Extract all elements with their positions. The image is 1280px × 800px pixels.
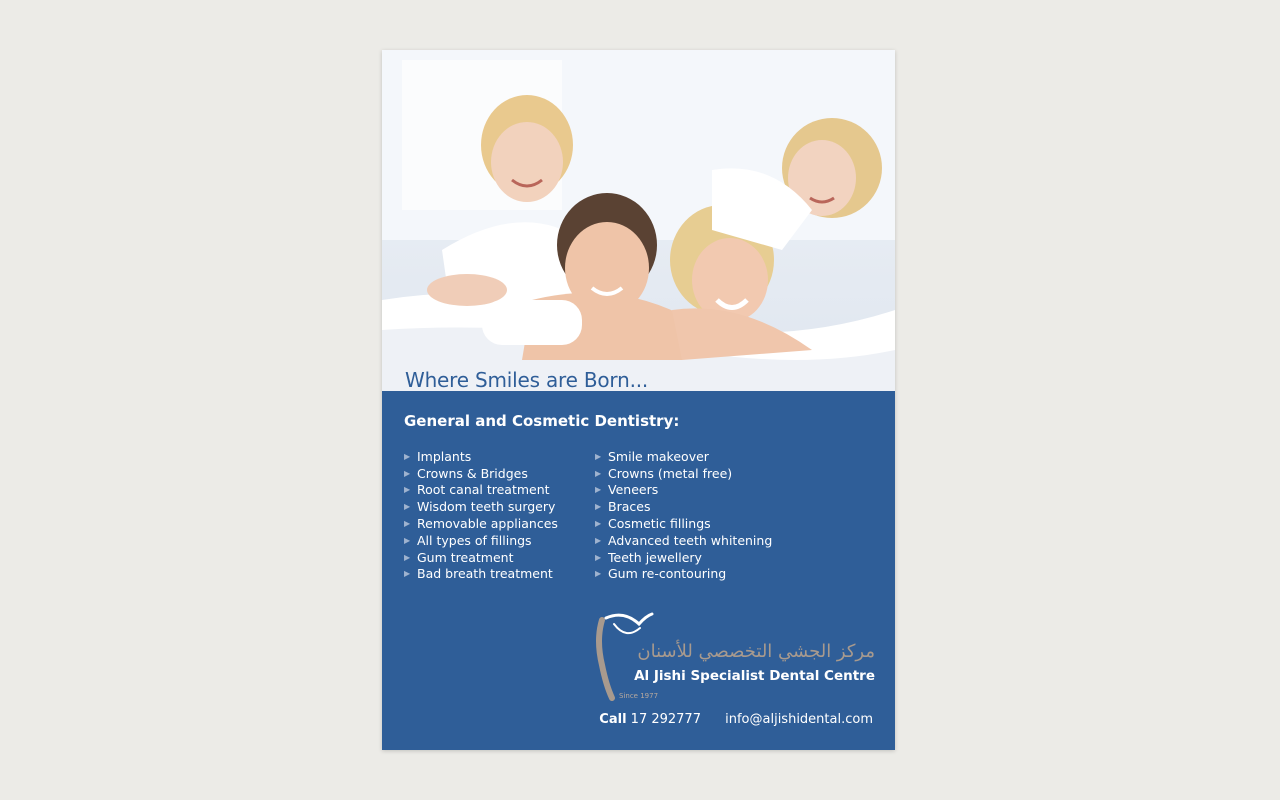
list-item: ▶ Bad breath treatment — [404, 566, 553, 582]
triangle-right-icon: ▶ — [404, 569, 411, 579]
list-item: ▶ Smile makeover — [595, 448, 709, 464]
clinic-logo — [594, 610, 884, 705]
list-item: ▶ Veneers — [595, 482, 659, 498]
list-item: ▶ Crowns (metal free) — [595, 465, 733, 481]
list-item: ▶ Braces — [595, 499, 651, 515]
list-item: ▶ Removable appliances — [404, 516, 558, 532]
triangle-right-icon: ▶ — [595, 451, 602, 461]
list-item: ▶ Crowns & Bridges — [404, 465, 528, 481]
list-item: ▶ Advanced teeth whitening — [595, 532, 773, 548]
triangle-right-icon: ▶ — [404, 535, 411, 545]
triangle-right-icon: ▶ — [595, 502, 602, 512]
services-list-right — [595, 448, 772, 582]
triangle-right-icon: ▶ — [595, 468, 602, 478]
list-item: ▶ Implants — [404, 448, 472, 464]
triangle-right-icon: ▶ — [595, 552, 602, 562]
list-item: ▶ All types of fillings — [404, 532, 532, 548]
list-item: ▶ Teeth jewellery — [595, 549, 702, 565]
triangle-right-icon: ▶ — [404, 519, 411, 529]
triangle-right-icon: ▶ — [595, 519, 602, 529]
triangle-right-icon: ▶ — [404, 485, 411, 495]
triangle-right-icon: ▶ — [404, 451, 411, 461]
triangle-right-icon: ▶ — [595, 485, 602, 495]
list-item: ▶ Cosmetic fillings — [595, 516, 711, 532]
since-year: Since 1977 — [619, 692, 659, 700]
triangle-right-icon: ▶ — [404, 502, 411, 512]
triangle-right-icon: ▶ — [595, 569, 602, 579]
services-heading: General and Cosmetic Dentistry: — [404, 412, 680, 430]
list-item: ▶ Gum treatment — [404, 549, 514, 565]
clinic-name: Al Jishi Specialist Dental Centre — [634, 668, 875, 684]
list-item: ▶ Wisdom teeth surgery — [404, 499, 556, 515]
family-photo — [382, 50, 895, 391]
call-label: Call — [599, 712, 627, 727]
dental-flyer — [382, 50, 895, 750]
triangle-right-icon: ▶ — [404, 468, 411, 478]
triangle-right-icon: ▶ — [595, 535, 602, 545]
triangle-right-icon: ▶ — [404, 552, 411, 562]
list-item: ▶ Root canal treatment — [404, 482, 550, 498]
contact-line — [599, 712, 873, 727]
email-address: info@aljishidental.com — [725, 712, 873, 727]
clinic-name-arabic: مركز الجشي التخصصي للأسنان — [637, 641, 875, 662]
family-photo-illustration — [382, 50, 895, 391]
phone-number: 17 292777 — [630, 712, 701, 727]
tagline: Where Smiles are Born... — [405, 368, 649, 391]
services-list-left — [404, 448, 558, 582]
list-item: ▶ Gum re-contouring — [595, 566, 727, 582]
